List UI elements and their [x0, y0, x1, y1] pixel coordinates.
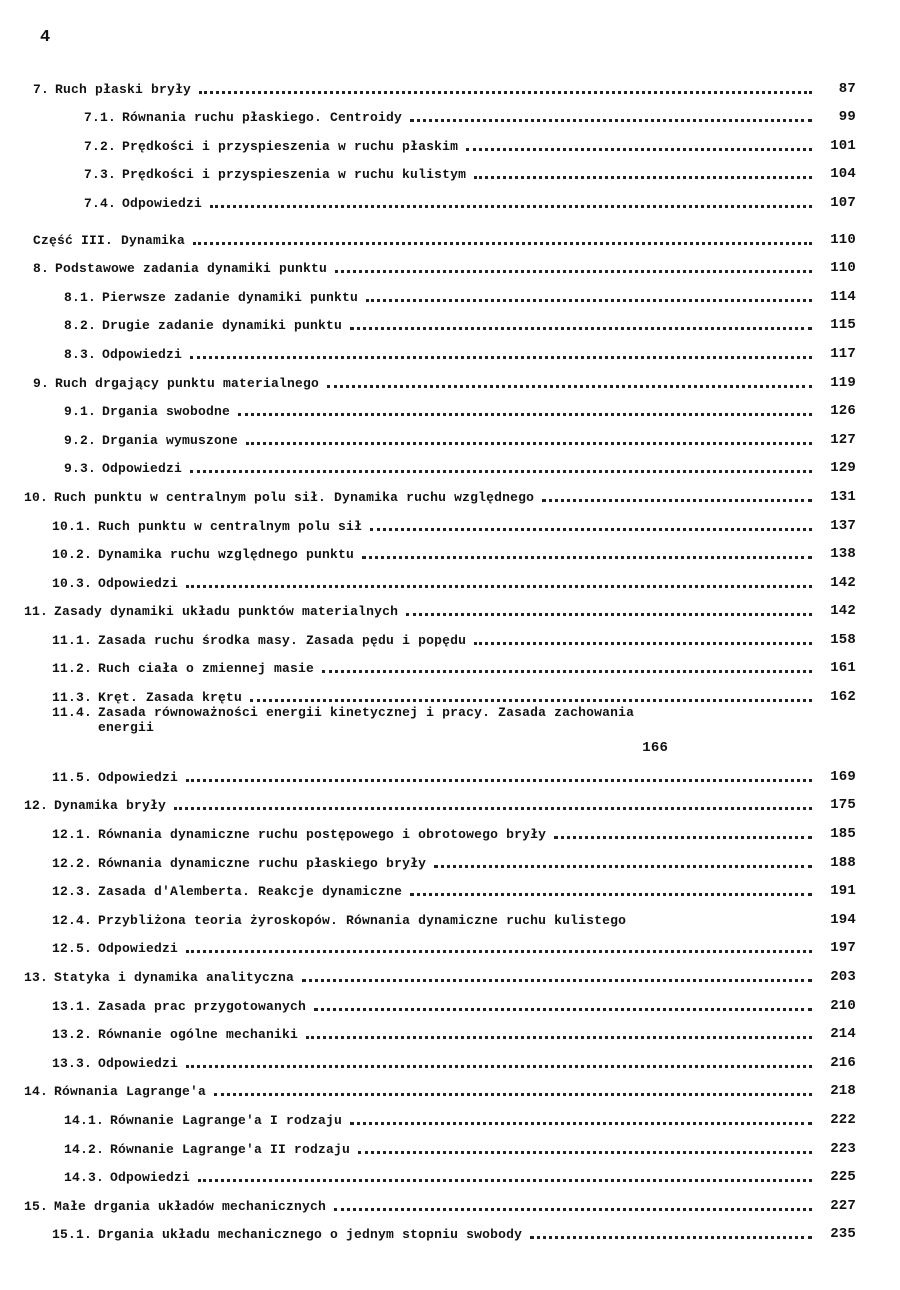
toc-entry[interactable] [24, 362, 856, 391]
toc-entry-number: 10.1. [52, 518, 93, 534]
toc-entry[interactable] [24, 505, 856, 534]
dot-leader [250, 699, 812, 702]
toc-entry[interactable] [24, 1214, 856, 1243]
toc-entry[interactable] [24, 305, 856, 334]
toc-entry-number: 14.3. [64, 1170, 105, 1186]
toc-page-ref: 197 [830, 940, 856, 957]
toc-entry[interactable] [24, 1042, 856, 1071]
toc-entry-title: Równania dynamiczne ruchu postępowego i obrotowego bryły [98, 827, 547, 843]
toc-entry-number: 8. [33, 261, 50, 277]
toc-entry-title: Małe drgania układów mechanicznych [54, 1198, 327, 1214]
toc-entry-number: 7.1. [84, 110, 117, 126]
dot-leader [350, 1122, 812, 1125]
toc-entry-title: Odpowiedzi [122, 195, 203, 211]
toc-entry-title: Prędkości i przyspieszenia w ruchu kulistym [122, 167, 467, 183]
dot-leader [199, 91, 812, 94]
toc-entry[interactable] [24, 785, 856, 814]
toc-entry-number: 11.3. [52, 690, 93, 706]
toc-entry-title: Prędkości i przyspieszenia w ruchu płaskim [122, 138, 459, 154]
dot-leader [193, 242, 812, 245]
toc-page-ref: 222 [830, 1111, 856, 1128]
toc-page-ref: 126 [830, 403, 856, 420]
toc-entry[interactable] [24, 813, 856, 842]
dot-leader [410, 893, 812, 896]
toc-entry[interactable] [24, 1157, 856, 1186]
toc-page-ref: 162 [830, 689, 856, 706]
toc-entry-title: Równania dynamiczne ruchu płaskiego bryły [98, 855, 427, 871]
dot-leader [314, 1008, 812, 1011]
toc-page-ref: 188 [830, 854, 856, 871]
toc-page-ref: 99 [838, 109, 856, 126]
toc-page-ref: 87 [838, 80, 856, 97]
toc-page-ref: 158 [830, 631, 856, 648]
toc-entry-title-continued: energii [98, 720, 155, 736]
toc-entry-title: Ruch drgający punktu materialnego [55, 375, 320, 391]
toc-page-ref: 117 [830, 345, 856, 362]
toc-entry[interactable] [24, 476, 856, 505]
toc-entry-title: Równania Lagrange'a [54, 1084, 207, 1100]
toc-page-ref: 223 [830, 1140, 856, 1157]
toc-page-ref: 137 [830, 517, 856, 534]
toc-entry-number: 14.2. [64, 1141, 105, 1157]
toc-entry-title: Zasada równoważności energii kinetycznej i pracy. Zasada zachowania [98, 705, 635, 721]
toc-entry-title: Pierwsze zadanie dynamiki punktu [102, 289, 359, 305]
toc-entry-title: Przybliżona teoria żyroskopów. Równania dynamiczne ruchu kulistego [98, 912, 627, 928]
toc-entry-title: Równanie ogólne mechaniki [98, 1027, 299, 1043]
toc-entry-title: Dynamika ruchu względnego punktu [98, 547, 355, 563]
toc-page-ref: 218 [830, 1083, 856, 1100]
toc-page-ref: 214 [830, 1026, 856, 1043]
dot-leader [327, 385, 812, 388]
toc-entry-number: 8.3. [64, 346, 97, 362]
toc-page-ref: 225 [830, 1169, 856, 1186]
table-of-contents [24, 68, 856, 1242]
toc-entry-title: Zasada prac przygotowanych [98, 998, 307, 1014]
toc-entry-number: 14. [24, 1084, 49, 1100]
toc-entry[interactable] [24, 705, 856, 756]
toc-entry-number: 12.5. [52, 941, 93, 957]
toc-entry-number: 7. [33, 81, 50, 97]
toc-entry[interactable] [24, 956, 856, 985]
toc-entry[interactable] [24, 1071, 856, 1100]
toc-entry-title: Część III. Dynamika [33, 232, 186, 248]
dot-leader [306, 1036, 812, 1039]
toc-entry-title: Równanie Lagrange'a II rodzaju [110, 1141, 351, 1157]
toc-entry[interactable] [24, 534, 856, 563]
toc-entry-title: Odpowiedzi [98, 1055, 179, 1071]
toc-entry[interactable] [24, 756, 856, 785]
toc-entry-number: 12.3. [52, 884, 93, 900]
toc-entry[interactable] [24, 97, 856, 126]
toc-entry[interactable] [24, 899, 856, 928]
toc-page-ref: 101 [830, 137, 856, 154]
toc-entry[interactable] [24, 1014, 856, 1043]
toc-entry[interactable] [24, 1185, 856, 1214]
toc-entry-number: 7.3. [84, 167, 117, 183]
toc-page-ref: 107 [830, 194, 856, 211]
toc-entry-number: 12.1. [52, 827, 93, 843]
toc-page-ref: 115 [830, 317, 856, 334]
toc-page-ref: 104 [830, 166, 856, 183]
toc-page-ref: 175 [830, 797, 856, 814]
toc-entry-number: 7.2. [84, 138, 117, 154]
toc-entry[interactable] [24, 1128, 856, 1157]
dot-leader [406, 613, 812, 616]
toc-entry-number: 8.2. [64, 318, 97, 334]
dot-leader [358, 1151, 812, 1154]
toc-page-ref: 110 [830, 231, 856, 248]
dot-leader [474, 176, 812, 179]
toc-entry-title: Ruch płaski bryły [55, 81, 192, 97]
dot-leader [542, 499, 812, 502]
toc-entry-number: 11. [24, 604, 49, 620]
dot-leader [362, 556, 812, 559]
toc-entry-number: 12. [24, 798, 49, 814]
toc-entry-number: 9.1. [64, 404, 97, 420]
toc-entry-title: Równania ruchu płaskiego. Centroidy [122, 110, 403, 126]
dot-leader [186, 950, 812, 953]
toc-page-ref: 114 [830, 288, 856, 305]
toc-entry-title: Odpowiedzi [110, 1170, 191, 1186]
toc-entry-title: Odpowiedzi [98, 575, 179, 591]
toc-entry-title: Ruch punktu w centralnym polu sił. Dynamika ruchu względnego [54, 489, 535, 505]
toc-entry[interactable] [24, 648, 856, 677]
toc-entry-number: 11.4. [52, 705, 93, 721]
toc-entry[interactable] [24, 448, 856, 477]
toc-entry[interactable] [24, 619, 856, 648]
toc-page-ref: 210 [830, 997, 856, 1014]
toc-entry-number: 7.4. [84, 195, 117, 211]
dot-leader [370, 528, 812, 531]
dot-leader [186, 1065, 812, 1068]
dot-leader [210, 205, 812, 208]
toc-page-ref: 216 [830, 1054, 856, 1071]
toc-entry-title: Odpowiedzi [98, 769, 179, 785]
dot-leader [434, 865, 812, 868]
dot-leader [190, 356, 812, 359]
toc-entry-title: Drgania układu mechanicznego o jednym stopniu swobody [98, 1227, 523, 1243]
toc-entry-title: Odpowiedzi [102, 461, 183, 477]
toc-entry-number: 13.2. [52, 1027, 93, 1043]
dot-leader [474, 642, 812, 645]
toc-entry-number: 8.1. [64, 289, 97, 305]
toc-entry[interactable] [24, 871, 856, 900]
toc-entry-number: 13.3. [52, 1055, 93, 1071]
dot-leader [634, 922, 812, 925]
toc-entry-title: Odpowiedzi [98, 941, 179, 957]
dot-leader [238, 413, 812, 416]
dot-leader [198, 1179, 812, 1182]
toc-entry[interactable] [24, 842, 856, 871]
toc-entry-title: Podstawowe zadania dynamiki punktu [55, 261, 328, 277]
toc-entry-number: 9.3. [64, 461, 97, 477]
dot-leader [322, 670, 812, 673]
toc-entry-title: Zasady dynamiki układu punktów materialnych [54, 604, 399, 620]
toc-entry-title: Drugie zadanie dynamiki punktu [102, 318, 343, 334]
toc-page-ref: 203 [830, 969, 856, 985]
toc-entry-title: Równanie Lagrange'a I rodzaju [110, 1112, 343, 1128]
toc-entry-number: 11.2. [52, 661, 93, 677]
toc-entry-title: Drgania swobodne [102, 404, 231, 420]
toc-page-ref: 142 [830, 603, 856, 620]
dot-leader [246, 442, 812, 445]
toc-entry-title: Zasada d'Alemberta. Reakcje dynamiczne [98, 884, 403, 900]
toc-entry-number: 11.5. [52, 769, 93, 785]
toc-entry-number: 11.1. [52, 632, 93, 648]
dot-leader [186, 779, 812, 782]
toc-entry[interactable] [24, 928, 856, 957]
toc-page-ref: 169 [830, 768, 856, 785]
toc-entry-number: 13.1. [52, 998, 93, 1014]
toc-entry-title: Zasada ruchu środka masy. Zasada pędu i popędu [98, 632, 467, 648]
toc-entry[interactable] [24, 68, 856, 97]
toc-entry-title: Ruch punktu w centralnym polu sił [98, 518, 363, 534]
toc-page-ref: 138 [830, 546, 856, 563]
toc-page-ref: 235 [830, 1226, 856, 1243]
toc-entry[interactable] [24, 985, 856, 1014]
dot-leader [186, 585, 812, 588]
toc-entry-title: Drgania wymuszone [102, 432, 239, 448]
dot-leader [350, 327, 812, 330]
dot-leader [466, 148, 812, 151]
toc-entry[interactable] [24, 182, 856, 211]
toc-entry-title: Odpowiedzi [102, 346, 183, 362]
toc-entry-number: 9.2. [64, 432, 97, 448]
dot-leader [174, 807, 812, 810]
toc-page-ref: 129 [830, 460, 856, 477]
toc-page-ref: 191 [830, 883, 856, 900]
toc-entry[interactable] [24, 1099, 856, 1128]
toc-page-ref: 131 [830, 488, 856, 505]
toc-page-ref: 110 [830, 260, 856, 277]
toc-entry[interactable] [24, 676, 856, 705]
dot-leader [366, 299, 812, 302]
toc-entry-number: 13. [24, 970, 49, 985]
toc-page-ref: 161 [830, 660, 856, 677]
toc-entry[interactable] [24, 391, 856, 420]
toc-page-ref: 185 [830, 826, 856, 843]
dot-leader [334, 1208, 812, 1211]
dot-leader [214, 1093, 812, 1096]
toc-entry[interactable] [24, 154, 856, 183]
toc-entry[interactable] [24, 248, 856, 277]
dot-leader [530, 1236, 812, 1239]
toc-entry[interactable] [24, 125, 856, 154]
dot-leader [554, 836, 812, 839]
toc-page-ref: 119 [830, 374, 856, 391]
toc-page-ref: 127 [830, 431, 856, 448]
toc-entry-number: 12.4. [52, 912, 93, 928]
dot-leader [302, 979, 812, 982]
toc-page-ref: 227 [830, 1197, 856, 1214]
toc-entry-number: 12.2. [52, 855, 93, 871]
toc-entry-title: Kręt. Zasada krętu [98, 690, 243, 706]
toc-entry[interactable] [24, 276, 856, 305]
toc-entry-number: 10.3. [52, 575, 93, 591]
toc-entry-title: Dynamika bryły [54, 798, 167, 814]
toc-entry-title: Ruch ciała o zmiennej masie [98, 661, 315, 677]
toc-entry-title: Statyka i dynamika analityczna [54, 970, 295, 985]
toc-entry[interactable] [24, 419, 856, 448]
toc-entry-number: 14.1. [64, 1112, 105, 1128]
toc-entry-number: 10.2. [52, 547, 93, 563]
toc-entry-number: 15. [24, 1198, 49, 1214]
toc-page-ref: 166 [642, 740, 669, 757]
toc-page-ref: 194 [830, 911, 856, 928]
page-number: 4 [40, 28, 51, 47]
toc-entry[interactable] [24, 333, 856, 362]
toc-entry-number: 10. [24, 489, 49, 505]
toc-entry-number: 15.1. [52, 1227, 93, 1243]
toc-entry-number: 9. [33, 375, 50, 391]
toc-entry[interactable] [24, 219, 856, 248]
dot-leader [335, 270, 812, 273]
dot-leader [190, 470, 812, 473]
toc-page-ref: 142 [830, 574, 856, 591]
toc-entry[interactable] [24, 562, 856, 591]
dot-leader [410, 119, 812, 122]
toc-entry[interactable] [24, 591, 856, 620]
